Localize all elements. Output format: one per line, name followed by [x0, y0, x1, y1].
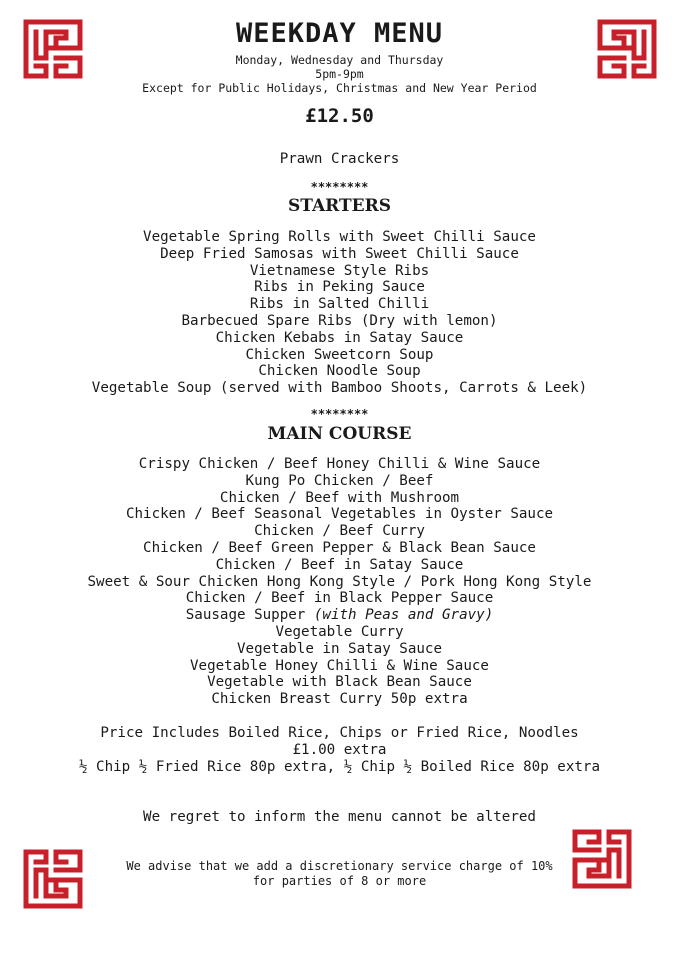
- service-charge-line-1: We advise that we add a discretionary service charge of 10%: [126, 859, 553, 873]
- starters-heading: STARTERS: [287, 196, 392, 216]
- starters-list: [0, 229, 679, 397]
- list-item: Sweet & Sour Chicken Hong Kong Style / Pork Hong Kong Style: [87, 573, 592, 590]
- list-item: Chicken / Beef in Satay Sauce: [215, 556, 464, 573]
- price-includes-text: Price Includes Boiled Rice, Chips or Fried Rice, Noodles: [100, 725, 579, 741]
- list-item: Vietnamese Style Ribs: [249, 262, 430, 279]
- main-course-list: [0, 456, 679, 708]
- list-item: Vegetable in Satay Sauce: [237, 640, 442, 657]
- sausage-supper-name: Sausage Supper: [185, 607, 314, 624]
- hours-text: 5pm-9pm: [315, 67, 364, 81]
- list-item: Chicken / Beef Seasonal Vegetables in Oyster Sauce: [125, 506, 554, 523]
- divider: ********: [310, 407, 369, 421]
- list-item: Vegetable Soup (served with Bamboo Shoots, Carrots & Leek): [91, 380, 588, 397]
- list-item: Vegetable Curry: [275, 623, 404, 640]
- extra-charge-text: £1.00 extra: [292, 741, 387, 758]
- price-notes: [0, 725, 679, 775]
- list-item: Crispy Chicken / Beef Honey Chilli & Wine Sauce: [138, 456, 541, 472]
- service-charge-line-2: for parties of 8 or more: [252, 874, 427, 888]
- list-item: Barbecued Spare Ribs (Dry with lemon): [181, 312, 498, 329]
- list-item: Deep Fried Samosas with Sweet Chilli Sauce: [160, 245, 519, 262]
- half-options-text: ½ Chip ½ Fried Rice 80p extra, ½ Chip ½ Boiled Rice 80p extra: [78, 758, 601, 775]
- list-item: [0, 607, 679, 624]
- list-item: Chicken Sweetcorn Soup: [245, 346, 434, 363]
- list-item: Chicken / Beef in Black Pepper Sauce: [185, 590, 494, 607]
- list-item: Vegetable Spring Rolls with Sweet Chilli Sauce: [143, 229, 536, 245]
- main-course-heading: MAIN COURSE: [267, 424, 412, 444]
- list-item: Chicken Kebabs in Satay Sauce: [215, 329, 464, 346]
- exception-text: Except for Public Holidays, Christmas and New Year Period: [142, 81, 537, 95]
- list-item: Ribs in Peking Sauce: [254, 279, 425, 296]
- list-item: Chicken / Beef Green Pepper & Black Bean Sauce: [143, 539, 536, 556]
- list-item: Chicken / Beef Curry: [254, 523, 425, 540]
- days-text: Monday, Wednesday and Thursday: [235, 53, 444, 67]
- list-item: Chicken / Beef with Mushroom: [219, 489, 460, 506]
- list-item: Vegetable with Black Bean Sauce: [207, 674, 472, 691]
- menu-price: £12.50: [305, 105, 374, 127]
- sausage-supper-note: (with Peas and Gravy): [313, 607, 494, 624]
- menu-title: WEEKDAY MENU: [235, 18, 444, 49]
- regret-notice: We regret to inform the menu cannot be altered: [143, 809, 536, 825]
- list-item: Chicken Breast Curry 50p extra: [211, 691, 468, 708]
- divider: ********: [310, 180, 369, 194]
- list-item: Ribs in Salted Chilli: [249, 296, 430, 313]
- list-item: Chicken Noodle Soup: [258, 363, 421, 380]
- list-item: Vegetable Honey Chilli & Wine Sauce: [190, 657, 489, 674]
- list-item: Kung Po Chicken / Beef: [245, 472, 434, 489]
- included-item: Prawn Crackers: [279, 151, 400, 167]
